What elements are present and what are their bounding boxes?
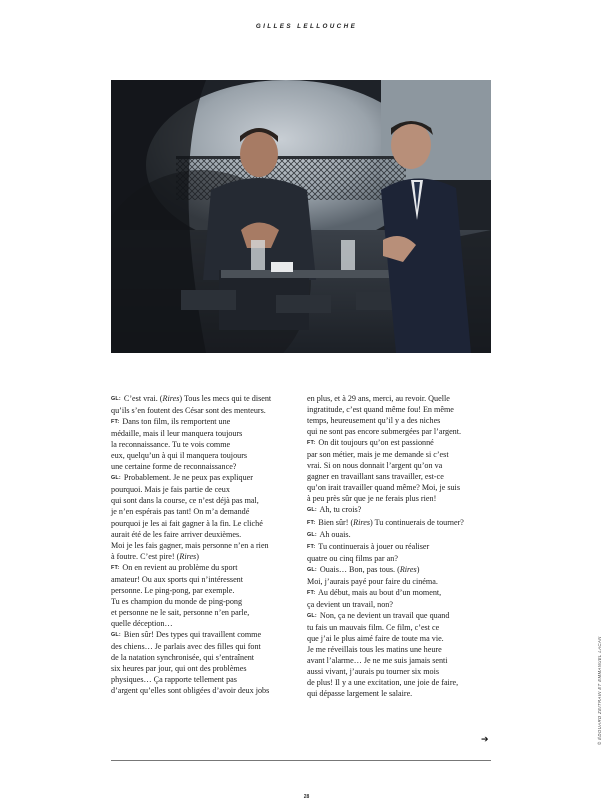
text-line [111,405,298,416]
text-line [307,688,494,699]
speaker-label: GL: [111,475,121,482]
text-line [307,610,494,622]
text-line [307,393,494,404]
text-run: en plus, et à 29 ans, merci, au revoir. Quelle [307,394,450,403]
text-run: des chiens… Je parlais avec des filles qui font [111,642,261,652]
text-run: qui ne sont pas encore submergées par l’argent. [307,427,462,437]
text-run: Bien sûr! ( [316,517,354,527]
text-run: par son métier, mais je me demande si c’est [307,450,449,460]
text-line [111,685,298,696]
text-run: médaille, mais il leur manquera toujours [111,429,243,439]
speaker-label: GL: [307,566,317,573]
text-run: ) [196,551,199,561]
text-line [111,506,298,517]
speaker-label: FT: [307,589,316,596]
text-run: qui sont dans la course, ce n’est déjà pas mal, [111,496,259,506]
text-run: Bien sûr! Des types qui travaillent comme [121,629,262,639]
text-line [111,596,298,607]
stage-direction: Rires [399,564,417,574]
text-run: à peu près sûr que je ne ferais plus rien! [307,494,437,504]
text-run: et personne ne le sait, personne n’en parle, [111,607,250,617]
text-line [307,576,494,587]
speaker-label: FT: [307,543,316,550]
text-run: Moi, j’aurais payé pour faire du cinéma. [307,576,438,586]
text-run: On en revient au problème du sport [120,562,238,572]
text-run: ) Tu continuerais de tourner? [370,517,464,527]
text-run: je n’en espérais pas tant! On m’a demandé [111,507,250,517]
text-line [307,587,494,599]
text-line [307,599,494,610]
text-line [111,551,298,562]
speaker-label: GL: [111,631,121,638]
text-run: la reconnaissance. Tu te vois comme [111,440,231,450]
text-run: C’est vrai. ( [121,394,163,403]
speaker-label: FT: [111,564,120,571]
text-run: une certaine forme de reconnaissance? [111,462,237,472]
text-run: personne. Le ping-pong, par exemple. [111,585,235,595]
text-line [111,540,298,551]
text-line [111,484,298,495]
text-line [111,585,298,596]
photo-credit: © ÉDOUARD ZEITRAIN ET EMMANUEL LACAN [597,636,602,745]
speaker-label: GL: [307,507,317,514]
text-line [307,504,494,516]
text-run: Je me réveillais tous les matins une heure [307,645,442,655]
text-run: Tu es champion du monde de ping-pong [111,596,243,606]
text-line [111,641,298,652]
text-run: qu’ils s’en foutent des César sont des menteurs. [111,406,266,416]
speaker-label: FT: [307,519,316,526]
continue-arrow-icon: ➔ [481,735,489,745]
stage-direction: Rires [353,517,371,527]
text-run: aurait été de les faire arriver deuxièmes. [111,529,242,539]
text-line [307,541,494,553]
text-line [307,633,494,644]
text-run: Au début, mais au bout d’un moment, [316,587,442,597]
text-run: quelle déception… [111,618,173,628]
text-line [111,663,298,674]
text-run: pourquoi je les ai fait gagner à la fin. Le cliché [111,518,263,528]
text-run: Ah ouais. [317,529,351,539]
speaker-label: FT: [111,419,120,426]
text-line [307,655,494,666]
text-run: Non, ça ne devient un travail que quand [317,610,450,620]
text-run: Moi je les fais gagner, mais personne n’en a rien [111,540,269,550]
text-run: ça devient un travail, non? [307,599,393,609]
text-run: pourquoi. Mais je fais partie de ceux [111,485,230,495]
text-line [111,652,298,663]
speaker-label: FT: [307,440,316,447]
text-line [111,416,298,428]
interview-photo-illustration [111,80,491,353]
text-line [307,622,494,633]
text-line [111,618,298,629]
text-line [111,529,298,540]
text-line [307,460,494,471]
text-line [307,437,494,449]
text-run: de plus! Il y a une excitation, une joie de faire, [307,678,459,688]
text-line [111,439,298,450]
text-run: aussi vivant, j’aurais pu tourner six mois [307,667,440,677]
text-run: vrai. Si on nous donnait l’argent qu’on va [307,461,443,471]
text-run: Tu continuerais à jouer ou réaliser [316,541,430,551]
text-line [307,644,494,655]
stage-direction: Rires [179,551,197,561]
text-run: de la natation synchronisée, qui s’entraînent [111,653,255,663]
text-line [111,393,298,405]
text-run: qu’on irait travailler quand même? Moi, je suis [307,483,460,493]
text-line [307,449,494,460]
stage-direction: Rires [162,394,180,403]
text-run: Dans ton film, ils remportent une [120,417,231,427]
text-line [307,517,494,529]
text-run: que j’ai le plus aimé faire de toute ma vie. [307,633,444,643]
text-line [307,415,494,426]
text-run: physiques… Ça rapporte tellement pas [111,675,237,685]
bottom-rule [111,760,491,761]
text-run: Ouais… Bon, pas tous. ( [317,564,400,574]
text-run: six heures par jour, qui ont des problèmes [111,664,247,674]
text-run: ) [416,564,420,574]
text-line [111,574,298,585]
running-header: GILLES LELLOUCHE [255,23,358,30]
speaker-label: GL: [307,531,317,538]
text-line [307,482,494,493]
text-run: temps, heureusement qu’il y a des niches [307,416,441,426]
text-line [307,564,494,576]
text-line [111,629,298,641]
text-run: Ah, tu crois? [317,505,362,515]
interview-text-right-column [307,393,494,699]
text-run: quatre ou cinq films par an? [307,553,398,563]
text-line [111,450,298,461]
text-run: d’argent qu’elles sont obligées d’avoir deux jobs [111,686,270,696]
text-line [111,472,298,484]
text-line [111,607,298,618]
text-run: avant l’alarme… Je ne me suis jamais senti [307,656,448,666]
text-line [307,677,494,688]
text-line [111,562,298,574]
text-line [307,666,494,677]
speaker-label: GL: [307,612,317,619]
speaker-label: GL: [111,396,121,402]
text-run: Probablement. Je ne peux pas expliquer [121,473,253,483]
text-run: tu fais un mauvais film. Ce film, c’est ce [307,622,440,632]
text-run: On dit toujours qu’on est passionné [316,438,434,448]
text-line [111,428,298,439]
text-line [307,493,494,504]
text-run: eux, quelqu’un à qui il manquera toujours [111,451,248,461]
text-line [307,471,494,482]
text-run: amateur! Ou aux sports qui n’intéressent [111,574,243,584]
interview-photo [111,80,491,353]
text-line [307,426,494,437]
text-run: ingratitude, c’est quand même fou! En même [307,405,454,415]
text-run: ) Tous les mecs qui te disent [179,394,272,403]
text-line [307,529,494,541]
page-number: 28 [303,794,310,800]
text-line [111,495,298,506]
text-run: gagner en travaillant sans travailler, est-ce [307,472,444,482]
interview-text-left-column [111,393,298,696]
text-line [307,553,494,564]
text-line [111,461,298,472]
text-run: qui dépasse largement le salaire. [307,689,413,699]
text-run: à foutre. C’est pire! ( [111,551,180,561]
text-line [111,674,298,685]
text-line [307,404,494,415]
text-line [111,518,298,529]
